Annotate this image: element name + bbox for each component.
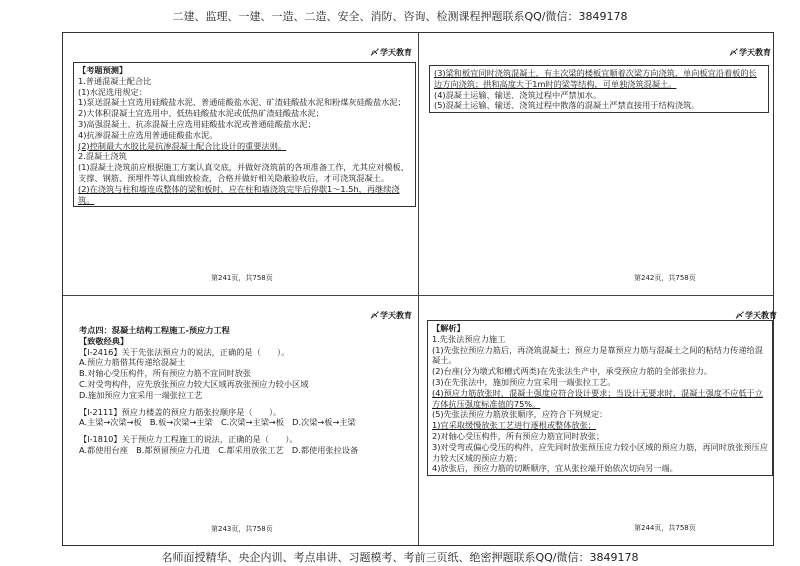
page-number: 第242页，共758页: [634, 274, 696, 282]
text-line: (1)水泥选用规定：: [78, 86, 147, 97]
question-options: A.主梁→次梁→板 B.板→次梁→主梁 C.次梁→主梁→板 D.次梁→板→主梁: [79, 417, 356, 428]
question-stem: 【Ⅰ-2416】关于先张法预应力的说法，正确的是（ ）。: [79, 346, 290, 357]
question-stem: 【Ⅰ-2111】预应力楼盖的预应力筋张拉顺序是（ ）。: [79, 406, 282, 417]
text-line: (4)混凝土运输、输送、浇筑过程中严禁加水。: [434, 89, 602, 100]
brand-mark-icon: 〆: [735, 311, 743, 320]
text-line: (5)混凝土运输、输送、浇筑过程中散落的混凝土严禁直接用于结构浇筑。: [434, 100, 700, 111]
page-241-content: [73, 62, 416, 207]
text-line: (2)在浇筑与柱和墙连成整体的梁和板时，应在柱和墙浇筑完毕后停歇1～1.5h，再继续浇筑。: [78, 183, 400, 205]
banner-top: 二建、监理、一建、一造、二造、安全、消防、咨询、检测课程押题联系QQ/微信：3849178: [172, 10, 628, 23]
brand-name: 学天教育: [380, 311, 412, 320]
question-option: C.对受弯构件，应先放张预应力较大区域再放张预应力较小区域: [79, 378, 309, 389]
text-line: 2.混凝土浇筑: [78, 151, 127, 162]
text-line: 1)宜采取缓慢放张工艺进行逐根或整体放张；: [432, 420, 596, 431]
text-line: (5)先张法预应力筋放张顺序，应符合下列规定：: [432, 409, 608, 420]
question-option: A.预应力筋借其传递给混凝土: [79, 357, 186, 368]
brand-name: 学天教育: [380, 48, 412, 57]
brand-mark-icon: 〆: [370, 311, 378, 320]
text-line: 1.先张法预应力施工: [432, 333, 506, 344]
brand-mark-icon: 〆: [729, 48, 737, 57]
page-244-content: [427, 320, 773, 476]
text-line: 4)抗渗混凝土应选用普通硅酸盐水泥。: [78, 129, 218, 140]
page-number: 第241页，共758页: [211, 274, 273, 282]
text-line: (1)先张拉预应力筋后，再浇筑混凝土；预应力是靠预应力筋与混凝土之间的粘结力传递给混凝土。: [432, 344, 763, 366]
page-243-content: [79, 325, 409, 456]
page-242-content: [429, 65, 769, 113]
section-heading: 【解析】: [432, 323, 465, 333]
text-line: (1)混凝土浇筑前应根据施工方案认真交底，并做好浇筑前的各项准备工作，尤其应对模板、支撑、钢筋、预埋件等认真细致检查，合格并做好相关隐蔽验收后，才可浇筑混凝土。: [78, 162, 409, 183]
section-heading: 考点四：混凝土结构工程施工-预应力工程: [79, 325, 230, 335]
brand-name: 学天教育: [745, 311, 777, 320]
brand-logo: [370, 310, 412, 321]
brand-mark-icon: 〆: [370, 48, 378, 57]
text-line: 3)对受弯或偏心受压的构件，应先同时放张预压应力较小区域的预应力筋，再同时放张预压应力较大区域的预应力筋；: [432, 441, 768, 463]
page-243: [63, 296, 418, 545]
question-stem: 【Ⅰ-1810】关于预应力工程施工的说法，正确的是（ ）。: [79, 434, 298, 445]
brand-logo: [729, 47, 771, 58]
text-line: (3)梁和板宜同时浇筑混凝土，有主次梁的楼板宜顺着次梁方向浇筑，单向板宜沿着板的长边方向浇筑；拱和高度大于1m时的梁等结构，可单独浇筑混凝土。: [434, 68, 757, 89]
section-heading: 【考题预测】: [78, 65, 128, 75]
question-options: A.都使用台座 B.都预留预应力孔道 C.都采用放张工艺 D.都使用张拉设备: [79, 444, 359, 455]
question-option: D.施加预应力宜采用一端张拉工艺: [79, 389, 203, 400]
question-option: B.对轴心受压构件，所有预应力筋不宜同时放张: [79, 368, 251, 379]
text-line: 2)对轴心受压构件，所有预应力筋宜同时放张；: [432, 430, 605, 441]
text-line: 1.普通混凝土配合比: [78, 75, 152, 86]
document-sheet: [62, 32, 777, 546]
page-number: 第244页，共758页: [634, 524, 696, 532]
brand-name: 学天教育: [739, 48, 771, 57]
page-242: [419, 33, 773, 295]
banner-bottom: 名师面授精华、央企内训、考点串讲、习题模考、考前三页纸、绝密押题联系QQ/微信：3849178: [161, 551, 639, 564]
page-number: 第243页，共758页: [211, 525, 273, 533]
text-line: 4)放张后，预应力筋的切断顺序，宜从张拉端开始依次切向另一端。: [432, 463, 678, 474]
text-line: 3)高强混凝土、抗冻混凝土应选用硅酸盐水泥或普通硅酸盐水泥；: [78, 118, 316, 129]
text-line: 2)大体积混凝土宜选用中、低热硅酸盐水泥或低热矿渣硅酸盐水泥；: [78, 108, 324, 119]
text-line: (4)预应力筋放张时，混凝土强度应符合设计要求；当设计无要求时，混凝土强度不应低于立方体抗压强度标准值的75%。: [432, 387, 763, 409]
text-line: (2)控制最大水胶比是抗渗混凝土配合比设计的重要法则。: [78, 140, 287, 151]
section-subheading: 【致敬经典】: [79, 335, 129, 346]
page-241: [63, 33, 418, 295]
text-line: (3)在先张法中，施加预应力宜采用一端张拉工艺。: [432, 376, 616, 387]
text-line: (2)台座(分为墩式和槽式两类)在先张法生产中，承受预应力筋的全部张拉力。: [432, 366, 712, 377]
text-line: 1)泵送混凝土宜选用硅酸盐水泥、普通硅酸盐水泥、矿渣硅酸盐水泥和粉煤灰硅酸盐水泥；: [78, 97, 406, 108]
page-244: [419, 296, 777, 545]
brand-logo: [370, 47, 412, 58]
